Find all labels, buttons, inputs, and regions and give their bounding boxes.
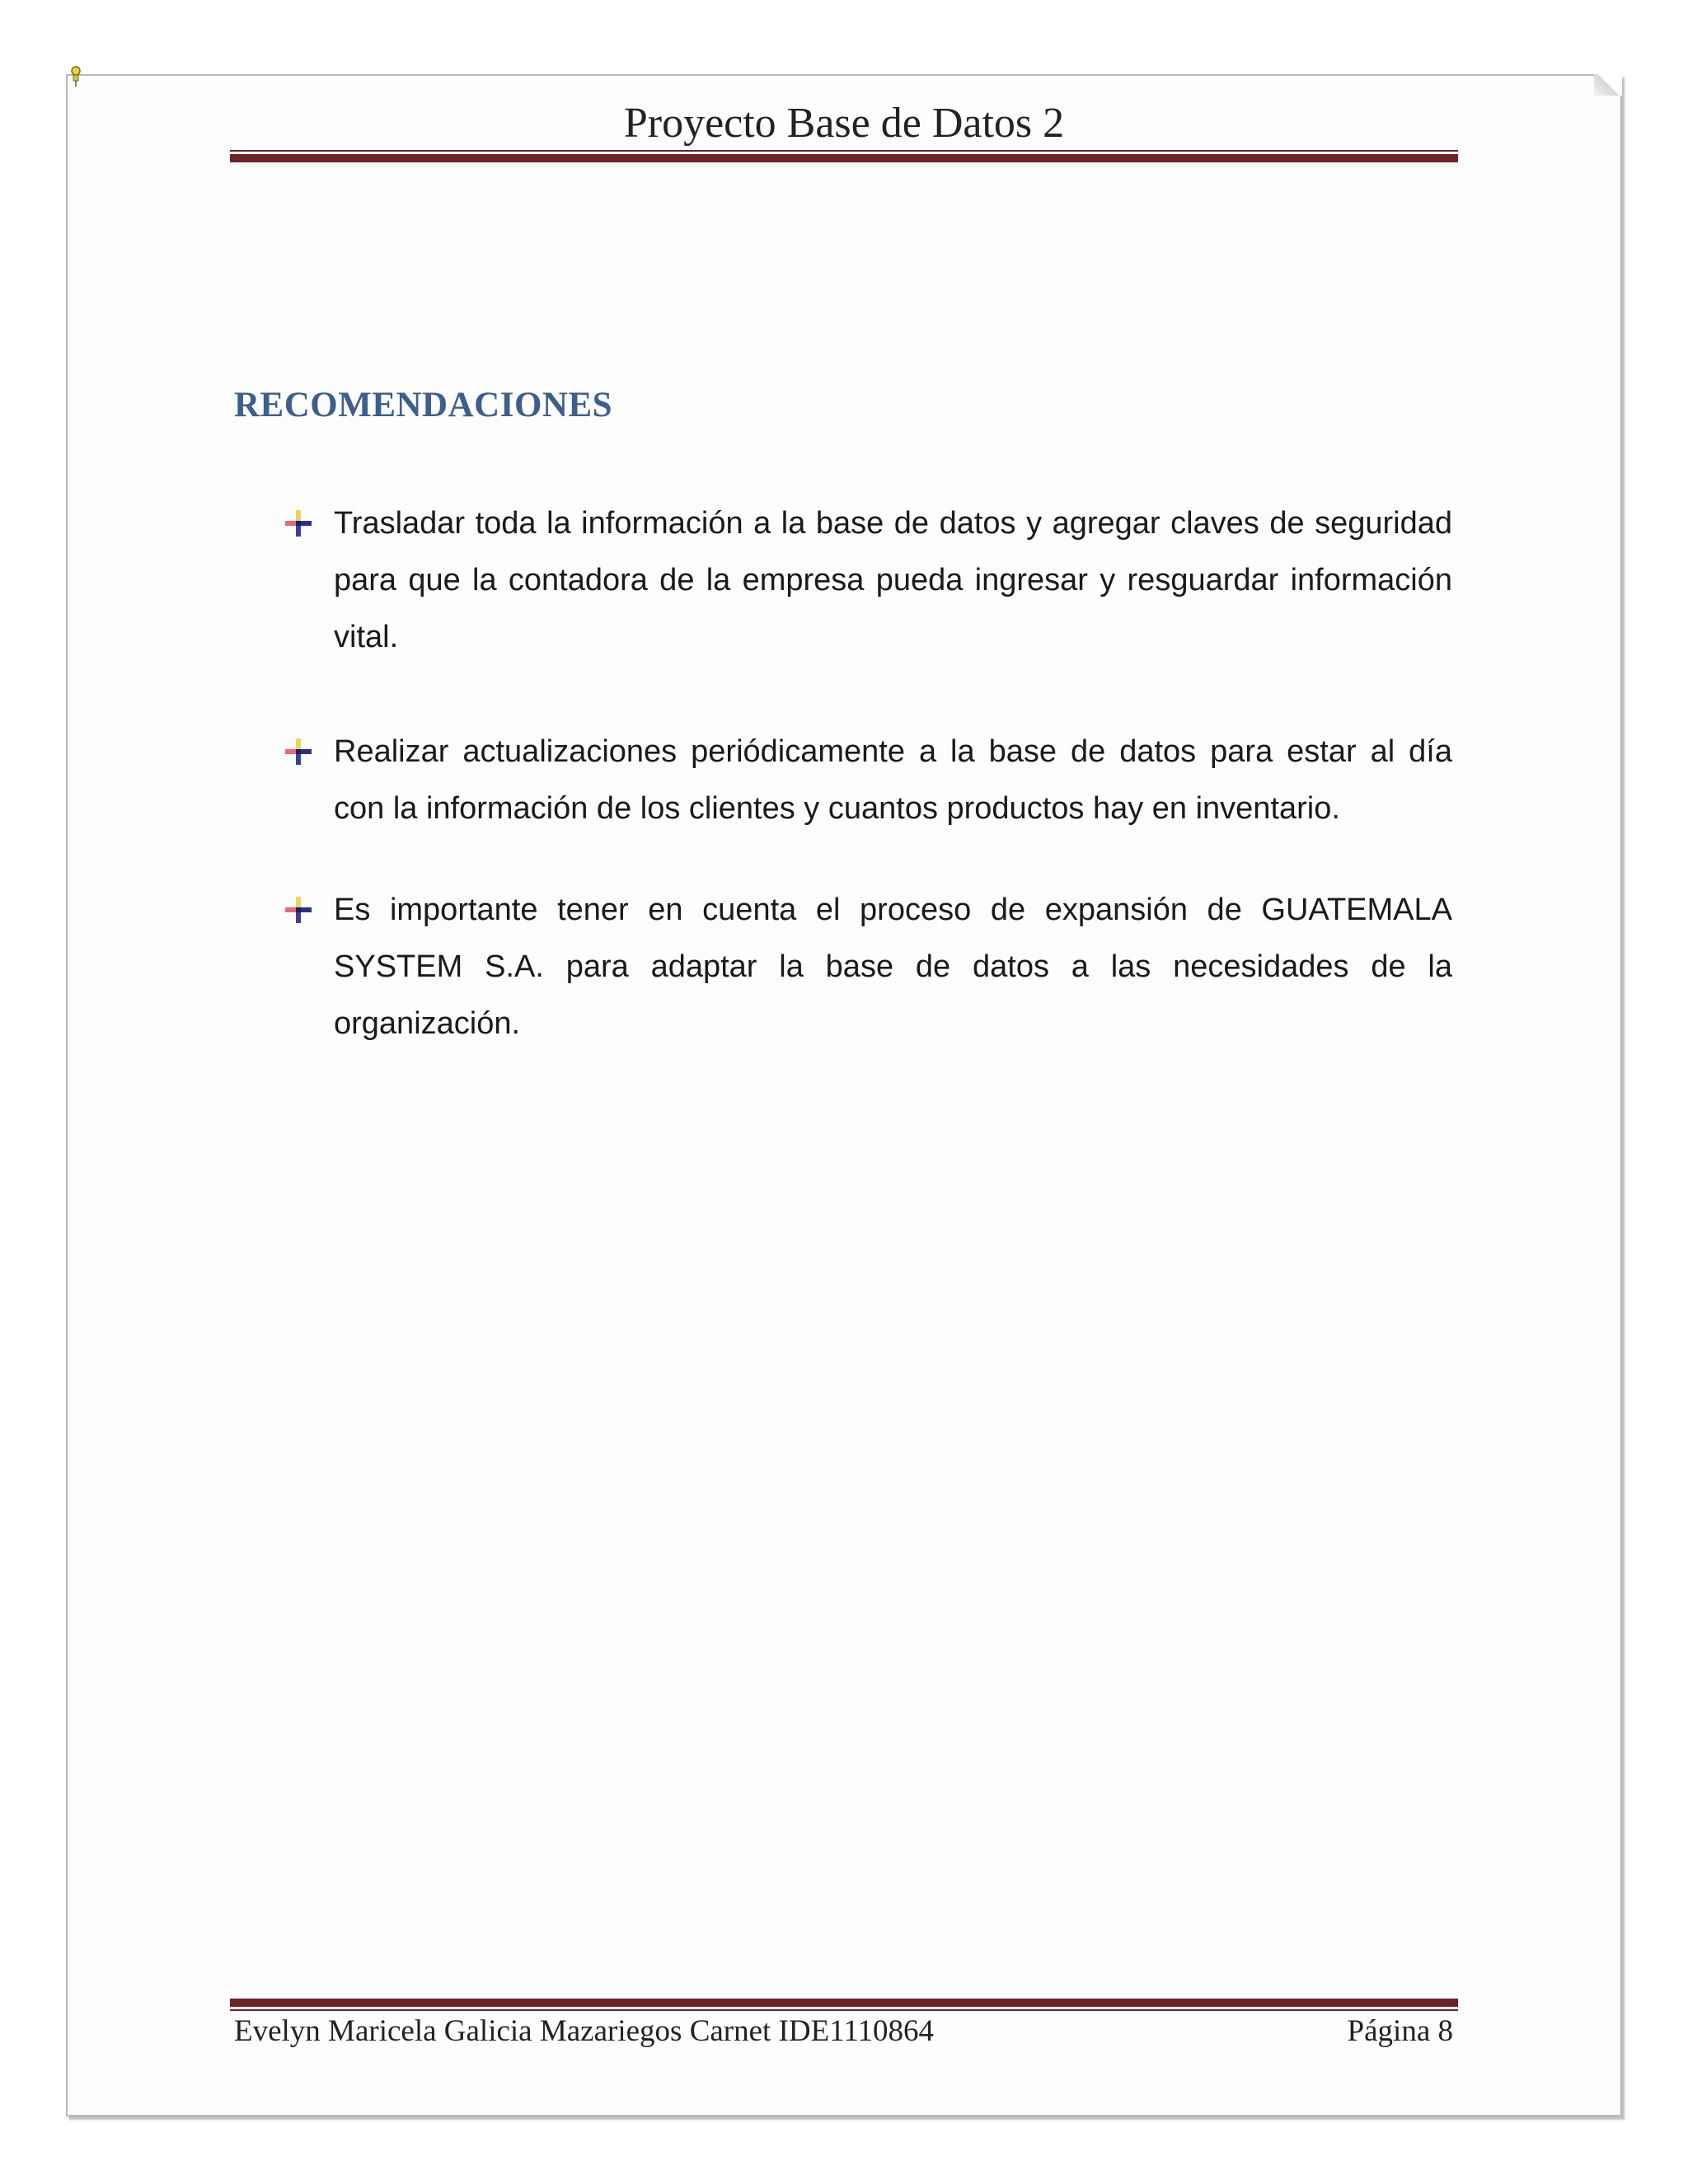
header-rule-thick — [230, 154, 1458, 162]
colored-cross-bullet-icon — [284, 895, 313, 925]
footer-rule-thick — [230, 1999, 1458, 2007]
colored-cross-bullet-icon — [284, 509, 313, 538]
page-header-title: Proyecto Base de Datos 2 — [623, 100, 1065, 147]
section-heading: RECOMENDACIONES — [234, 386, 613, 424]
header-rule-thin — [230, 150, 1458, 152]
colored-cross-bullet-icon — [284, 737, 313, 766]
document-page — [66, 74, 1622, 2116]
page-curl-corner — [1594, 74, 1622, 96]
page-number: Página 8 — [1347, 2014, 1453, 2048]
recommendation-text: Trasladar toda la información a la base de datos y agregar claves de seguridad para que la contadora de la empresa pueda ingresar y resguardar información vital. — [334, 506, 1452, 654]
recommendation-text: Es importante tener en cuenta el proceso de expansión de GUATEMALA SYSTEM S.A. para adaptar la base de datos a las necesidades de la organización. — [334, 893, 1452, 1041]
pushpin-icon — [69, 66, 82, 87]
footer-author: Evelyn Maricela Galicia Mazariegos Carnet IDE1110864 — [234, 2014, 934, 2048]
recommendation-text: Realizar actualizaciones periódicamente a la base de datos para estar al día con la información de los clientes y cuantos productos hay en inventario. — [334, 734, 1452, 826]
